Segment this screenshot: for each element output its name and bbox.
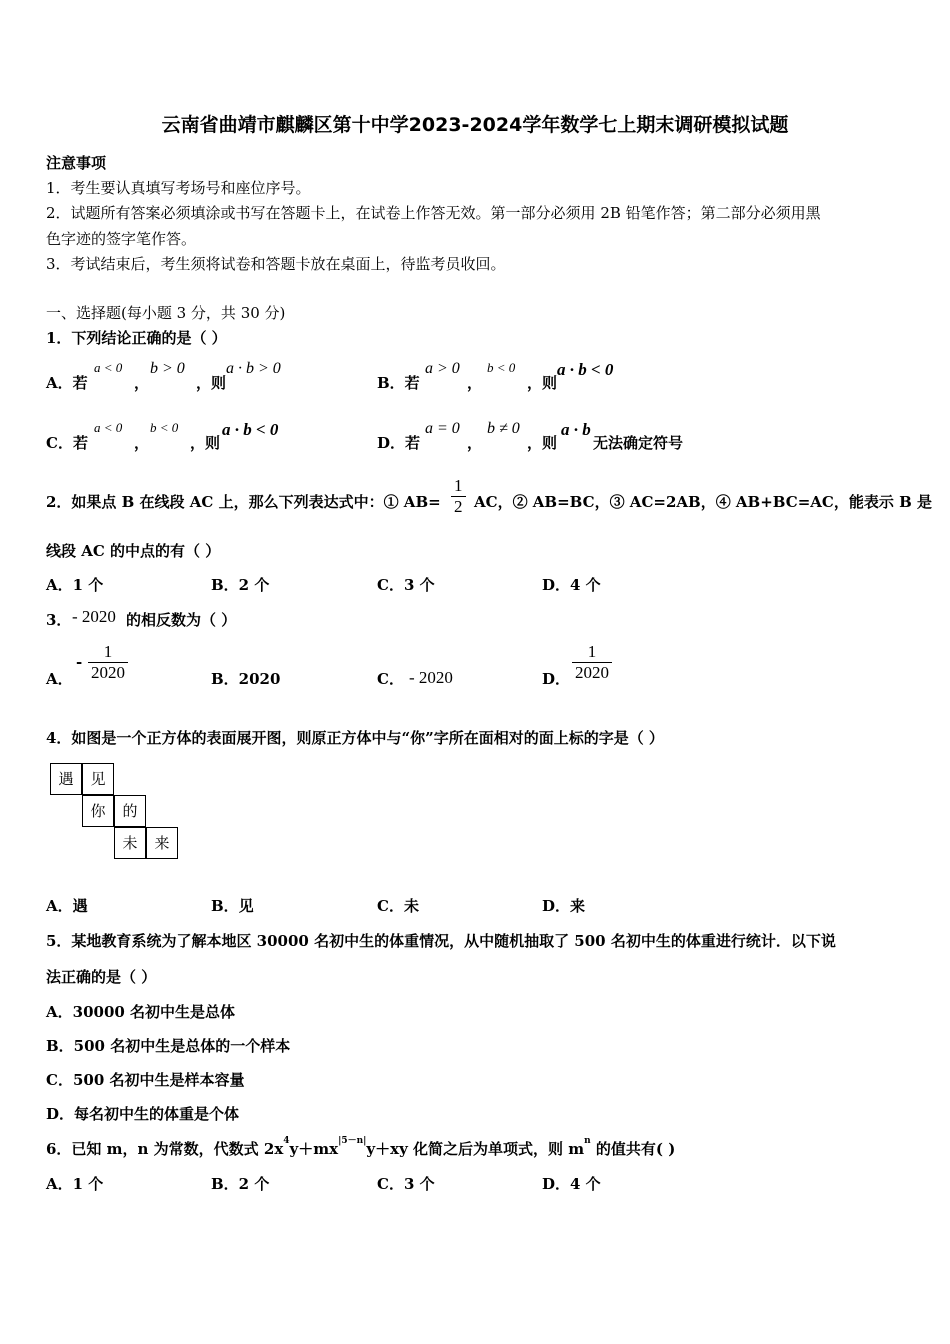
q4-option-d[interactable]: D．来: [542, 897, 586, 915]
fraction: [88, 642, 128, 683]
q6-stem-part: 6．已知 m，n 为常数，代数式 2x: [46, 1140, 284, 1158]
math-number: - 2020: [409, 668, 453, 687]
math-condition: b < 0: [150, 420, 179, 435]
q1-stem: 1．下列结论正确的是（ ）: [46, 329, 227, 347]
fraction-denominator: 2: [454, 497, 463, 516]
q3-option-d[interactable]: [542, 642, 692, 690]
q4-option-a[interactable]: A．遇: [46, 897, 88, 915]
q1-option-a[interactable]: [46, 360, 376, 390]
then-text: ，则: [190, 434, 221, 452]
fraction: [451, 476, 466, 517]
q4-option-c[interactable]: C．未: [377, 897, 419, 915]
q1-option-d[interactable]: [377, 420, 737, 450]
q4-stem: 4．如图是一个正方体的表面展开图，则原正方体中与“你”字所在面相对的面上标的字是（ ）: [46, 729, 664, 747]
notice-item-2: 2．试题所有答案必须填涂或书写在答题卡上，在试卷上作答无效。第一部分必须用 2B 铅笔作答；第二部分必须用黑: [46, 204, 821, 222]
math-condition: a > 0: [425, 360, 460, 377]
q5-option-d[interactable]: D．每名初中生的体重是个体: [46, 1105, 240, 1123]
math-result: a · b: [561, 420, 591, 439]
q6-option-b[interactable]: B．2 个: [211, 1175, 270, 1193]
option-tail: 无法确定符号: [593, 434, 684, 452]
cube-net-figure: [50, 763, 182, 861]
q2-stem-post: AC，② AB=BC，③ AC=2AB，④ AB+BC=AC，能表示 B 是: [474, 493, 932, 511]
fraction: [572, 642, 612, 683]
q6-option-d[interactable]: D．4 个: [542, 1175, 601, 1193]
math-condition: b < 0: [487, 360, 516, 375]
fraction-numerator: 1: [88, 642, 128, 663]
q2-option-d[interactable]: D．4 个: [542, 576, 601, 594]
fraction-numerator: 1: [572, 642, 612, 663]
q6-option-a[interactable]: A．1 个: [46, 1175, 104, 1193]
math-number: - 2020: [72, 607, 116, 626]
q5-option-c[interactable]: C．500 名初中生是样本容量: [46, 1071, 245, 1089]
q2-option-b[interactable]: B．2 个: [211, 576, 270, 594]
notice-item-1: 1．考生要认真填写考场号和座位序号。: [46, 179, 311, 197]
math-condition: a < 0: [94, 420, 123, 435]
option-label: A．: [46, 670, 73, 688]
math-condition: b ≠ 0: [487, 420, 520, 437]
q3-option-b[interactable]: B．2020: [211, 670, 281, 688]
net-cell: 来: [146, 827, 178, 859]
q5-stem: 5．某地教育系统为了解本地区 30000 名初中生的体重情况，从中随机抽取了 500 名初中生的体重进行统计．以下说: [46, 932, 836, 950]
q1-option-c[interactable]: [46, 420, 376, 450]
exponent: 4: [283, 1136, 290, 1146]
fraction-numerator: 1: [451, 476, 466, 497]
option-label: A．若: [46, 374, 88, 392]
minus-sign: -: [76, 653, 83, 671]
q5-stem-cont: 法正确的是（ ）: [46, 968, 157, 986]
section-heading: 一、选择题(每小题 3 分，共 30 分): [46, 304, 286, 322]
q4-option-b[interactable]: B．见: [211, 897, 254, 915]
exponent: |5－n|: [338, 1136, 367, 1146]
net-cell: 你: [82, 795, 114, 827]
math-result: a · b < 0: [557, 360, 614, 379]
comma: ，: [467, 374, 483, 392]
q6-stem-part: y＋mx: [289, 1140, 339, 1158]
comma: ，: [467, 434, 483, 452]
option-label: D．若: [377, 434, 421, 452]
then-text: ，则: [196, 374, 227, 392]
q6-option-c[interactable]: C．3 个: [377, 1175, 435, 1193]
q2-option-a[interactable]: A．1 个: [46, 576, 104, 594]
net-cell: 见: [82, 763, 114, 795]
page-title: 云南省曲靖市麒麟区第十中学2023-2024学年数学七上期末调研模拟试题: [161, 114, 789, 136]
q3-option-a[interactable]: [46, 642, 196, 690]
option-label: D．: [542, 670, 571, 688]
math-condition: a < 0: [94, 360, 123, 375]
then-text: ，则: [527, 374, 558, 392]
q3-stem-text: 的相反数为（ ）: [126, 611, 237, 629]
q5-option-b[interactable]: B．500 名初中生是总体的一个样本: [46, 1037, 291, 1055]
q5-option-a[interactable]: A．30000 名初中生是总体: [46, 1003, 236, 1021]
net-cell: 遇: [50, 763, 82, 795]
q6-stem-part: 的值共有( ): [590, 1140, 676, 1158]
exponent: n: [584, 1136, 591, 1146]
q2-stem-pre: 2．如果点 B 在线段 AC 上，那么下列表达式中：① AB=: [46, 493, 441, 511]
option-label: C．若: [46, 434, 88, 452]
option-label: C．: [377, 670, 404, 688]
q1-option-b[interactable]: [377, 360, 707, 390]
q3-prefix: 3．: [46, 611, 72, 629]
comma: ，: [134, 374, 150, 392]
option-label: B．若: [377, 374, 420, 392]
fraction-denominator: 2020: [575, 663, 609, 682]
notice-item-2-cont: 色字迹的签字笔作答。: [46, 230, 197, 248]
math-condition: a = 0: [425, 420, 460, 437]
q6-stem: [46, 1138, 675, 1159]
comma: ，: [134, 434, 150, 452]
math-result: a · b < 0: [222, 420, 279, 439]
then-text: ，则: [527, 434, 558, 452]
q6-stem-part: y＋xy 化简之后为单项式，则 m: [366, 1140, 585, 1158]
q2-option-c[interactable]: C．3 个: [377, 576, 435, 594]
fraction-denominator: 2020: [91, 663, 125, 682]
math-result: a · b > 0: [226, 360, 281, 377]
net-cell: 未: [114, 827, 146, 859]
math-condition: b > 0: [150, 360, 185, 377]
notice-heading: 注意事项: [46, 154, 107, 172]
net-cell: 的: [114, 795, 146, 827]
q2-stem-cont: 线段 AC 的中点的有（ ）: [46, 542, 221, 560]
notice-item-3: 3．考试结束后，考生须将试卷和答题卡放在桌面上，待监考员收回。: [46, 255, 506, 273]
